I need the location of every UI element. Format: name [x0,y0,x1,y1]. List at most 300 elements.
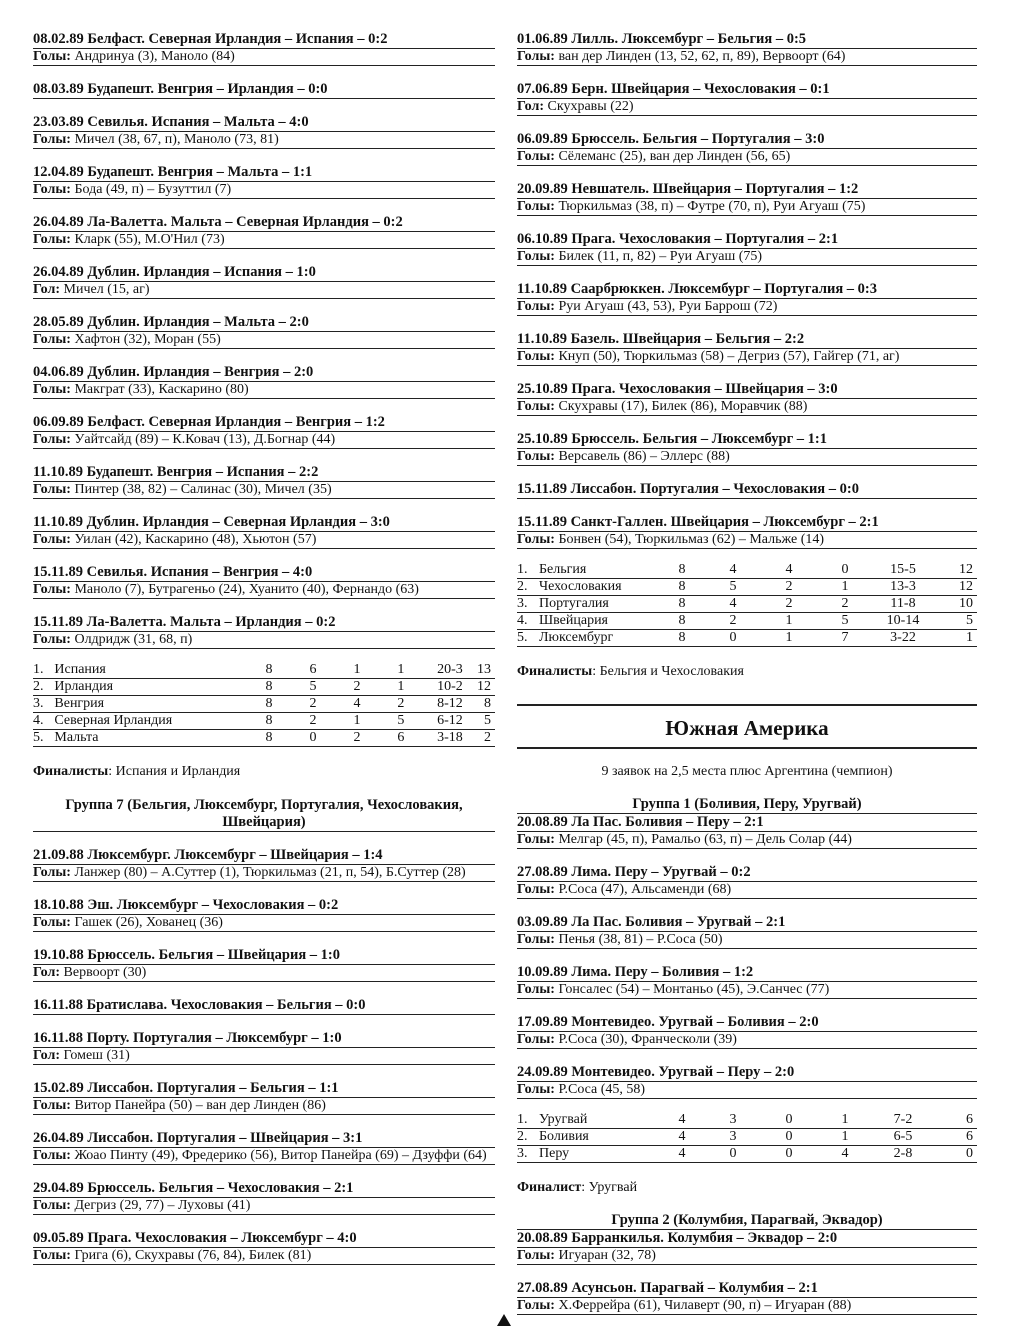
standings-cell: 3. [517,596,539,613]
standings-cell: 2 [291,696,335,713]
match-goals [33,432,495,449]
standings-cell: 8 [477,696,495,713]
match-title: 18.10.88 Эш. Люксембург – Чехословакия – 0:2 [33,897,495,915]
goals-value: Уайтсайд (89) – К.Ковач (13), Д.Богнар (44) [74,432,336,447]
goals-value: Олдридж (31, 68, п) [74,632,193,647]
match-goals [33,1048,495,1065]
match-title: 20.09.89 Невшатель. Швейцария – Португалия – 1:2 [517,181,977,199]
group-6-standings-table [33,662,495,747]
match-title: 15.11.89 Ла-Валетта. Мальта – Ирландия – 0:2 [33,614,495,632]
match-entry [517,131,977,166]
finalists-value: : Бельгия и Чехословакия [592,664,744,679]
match-entry [517,964,977,999]
goals-value: Пинтер (38, 82) – Салинас (30), Мичел (35) [74,482,332,497]
sa-group-1-standings-table [517,1112,977,1163]
standings-cell: 2. [517,579,539,596]
group-7-finalists [517,663,977,680]
standings-cell: 4. [517,613,539,630]
goals-label: Гол: [33,965,61,980]
page-turn-arrow-icon [497,1314,511,1326]
standings-cell: 0 [705,630,761,647]
match-entry [33,464,495,499]
match-title: 03.09.89 Ла Пас. Боливия – Уругвай – 2:1 [517,914,977,932]
goals-value: Макграт (33), Каскарино (80) [74,382,249,397]
sa-group-1-heading: Группа 1 (Боливия, Перу, Уругвай) [517,796,977,814]
match-title: 24.09.89 Монтевидео. Уругвай – Перу – 2:0 [517,1064,977,1082]
standings-cell: 3. [517,1146,539,1163]
standings-row [517,1112,977,1129]
goals-label: Голы: [517,49,555,64]
match-entry [33,997,495,1015]
standings-cell: 12 [477,679,495,696]
goals-value: Гомеш (31) [63,1048,130,1063]
match-goals [517,349,977,366]
goals-value: Андринуа (3), Маноло (84) [74,49,235,64]
group-7-matches [33,847,495,1265]
standings-cell: 1 [335,662,379,679]
match-title: 06.10.89 Прага. Чехословакия – Португалия – 2:1 [517,231,977,249]
match-goals [33,1198,495,1215]
goals-value: ван дер Линден (13, 52, 62, п, 89), Вервоорт (64) [558,49,846,64]
standings-cell: 6 [379,730,423,747]
standings-cell: 6 [291,662,335,679]
standings-cell: 15-5 [873,562,933,579]
goals-label: Голы: [517,349,555,364]
match-entry [33,947,495,982]
goals-label: Голы: [33,182,71,197]
match-title: 26.04.89 Ла-Валетта. Мальта – Северная Ирландия – 0:2 [33,214,495,232]
finalists-label: Финалисты [33,764,109,779]
standings-row [33,679,495,696]
match-entry [517,181,977,216]
standings-row [517,630,977,647]
match-entry [517,431,977,466]
standings-cell: 3-18 [423,730,477,747]
match-goals [517,532,977,549]
match-title: 11.10.89 Будапешт. Венгрия – Испания – 2:2 [33,464,495,482]
goals-label: Голы: [517,532,555,547]
match-goals [517,199,977,216]
goals-value: Дегриз (29, 77) – Луховы (41) [74,1198,251,1213]
match-goals [33,1148,495,1165]
goals-value: Вервоорт (30) [63,965,147,980]
match-title: 25.10.89 Брюссель. Бельгия – Люксембург – 1:1 [517,431,977,449]
team-name: Венгрия [54,696,247,713]
standings-row [517,579,977,596]
standings-cell: 4 [705,562,761,579]
match-title: 16.11.88 Порту. Португалия – Люксембург – 1:0 [33,1030,495,1048]
group-6-matches [33,31,495,649]
goals-label: Голы: [33,132,71,147]
goals-label: Голы: [33,1198,71,1213]
match-entry [33,114,495,149]
goals-label: Голы: [517,1032,555,1047]
standings-row [33,662,495,679]
goals-value: Ланжер (80) – А.Суттер (1), Тюркильмаз (21, п, 54), Б.Суттер (28) [74,865,466,880]
group-7-heading: Группа 7 (Бельгия, Люксембург, Португалия, Чехословакия, Швейцария) [33,797,495,832]
match-entry [33,614,495,649]
standings-cell: 5 [291,679,335,696]
goals-label: Голы: [33,1248,71,1263]
standings-cell: 1 [817,1112,873,1129]
goals-label: Голы: [517,149,555,164]
standings-cell: 1 [761,613,817,630]
goals-label: Голы: [33,1098,71,1113]
match-entry [33,1030,495,1065]
standings-cell: 3 [705,1129,761,1146]
goals-value: Гашек (26), Хованец (36) [74,915,223,930]
standings-row [517,562,977,579]
standings-cell: 11-8 [873,596,933,613]
match-entry [33,514,495,549]
goals-label: Голы: [517,982,555,997]
match-title: 21.09.88 Люксембург. Люксембург – Швейцария – 1:4 [33,847,495,865]
group-7-matches-continued [517,31,977,549]
entries-note: 9 заявок на 2,5 места плюс Аргентина (чемпион) [601,764,893,779]
goals-label: Голы: [517,449,555,464]
team-name: Северная Ирландия [54,713,247,730]
standings-cell: 2. [33,679,54,696]
match-goals [33,382,495,399]
goals-label: Голы: [517,249,555,264]
match-entry [517,514,977,549]
standings-cell: 8-12 [423,696,477,713]
match-goals [33,865,495,882]
match-entry [517,1230,977,1265]
goals-label: Голы: [517,932,555,947]
team-name: Ирландия [54,679,247,696]
goals-label: Голы: [517,1298,555,1313]
goals-label: Голы: [33,382,71,397]
standings-cell: 5 [817,613,873,630]
match-entry [517,281,977,316]
standings-cell: 20-3 [423,662,477,679]
standings-row [517,1129,977,1146]
goals-label: Голы: [517,832,555,847]
standings-cell: 0 [761,1112,817,1129]
standings-cell: 8 [659,579,705,596]
match-title: 16.11.88 Братислава. Чехословакия – Бельгия – 0:0 [33,997,495,1015]
match-title: 11.10.89 Базель. Швейцария – Бельгия – 2:2 [517,331,977,349]
match-goals [33,282,495,299]
goals-value: Сёлеманс (25), ван дер Линден (56, 65) [558,149,791,164]
match-entry [33,847,495,882]
match-entry [33,31,495,66]
standings-cell: 8 [247,696,291,713]
goals-value: Мелгар (45, п), Рамальо (63, п) – Дель Солар (44) [558,832,852,847]
match-title: 20.08.89 Ла Пас. Боливия – Перу – 2:1 [517,814,977,832]
group-7-standings-table [517,562,977,647]
standings-cell: 1 [379,679,423,696]
match-entry [33,314,495,349]
goals-label: Голы: [33,582,71,597]
match-entry [33,264,495,299]
goals-value: Скухравы (22) [547,99,634,114]
team-name: Испания [54,662,247,679]
goals-label: Гол: [33,1048,61,1063]
standings-cell: 1. [33,662,54,679]
match-title: 23.03.89 Севилья. Испания – Мальта – 4:0 [33,114,495,132]
match-entry [33,81,495,99]
match-goals [517,1032,977,1049]
match-title: 15.11.89 Севилья. Испания – Венгрия – 4:0 [33,564,495,582]
match-entry [33,1230,495,1265]
goals-value: Гонсалес (54) – Монтаньо (45), Э.Санчес (77) [558,982,830,997]
goals-value: Версавель (86) – Эллерс (88) [558,449,730,464]
match-title: 11.10.89 Саарбрюккен. Люксембург – Португалия – 0:3 [517,281,977,299]
finalists-label: Финалисты [517,664,593,679]
match-goals [517,299,977,316]
goals-label: Голы: [517,1082,555,1097]
goals-label: Голы: [517,1248,555,1263]
goals-label: Голы: [33,332,71,347]
match-title: 06.09.89 Брюссель. Бельгия – Португалия – 3:0 [517,131,977,149]
match-entry [517,864,977,899]
team-name: Люксембург [539,630,659,647]
match-entry [33,1130,495,1165]
match-title: 15.11.89 Санкт-Галлен. Швейцария – Люксембург – 2:1 [517,514,977,532]
standings-cell: 0 [933,1146,977,1163]
goals-label: Голы: [517,199,555,214]
standings-cell: 12 [933,579,977,596]
standings-cell: 2 [761,579,817,596]
standings-cell: 2 [291,713,335,730]
match-title: 09.05.89 Прага. Чехословакия – Люксембург – 4:0 [33,1230,495,1248]
match-title: 28.05.89 Дублин. Ирландия – Мальта – 2:0 [33,314,495,332]
match-goals [33,49,495,66]
standings-cell: 10 [933,596,977,613]
match-title: 06.09.89 Белфаст. Северная Ирландия – Венгрия – 1:2 [33,414,495,432]
match-entry [517,481,977,499]
match-entry [517,1064,977,1099]
goals-value: Мичел (38, 67, п), Маноло (73, 81) [74,132,279,147]
standings-cell: 7 [817,630,873,647]
match-title: 12.04.89 Будапешт. Венгрия – Мальта – 1:1 [33,164,495,182]
match-goals [517,982,977,999]
standings-cell: 0 [291,730,335,747]
standings-cell: 2 [335,679,379,696]
match-entry [33,364,495,399]
match-title: 19.10.88 Брюссель. Бельгия – Швейцария – 1:0 [33,947,495,965]
goals-value: Р.Соса (47), Альсаменди (68) [558,882,732,897]
standings-cell: 8 [659,596,705,613]
team-name: Швейцария [539,613,659,630]
team-name: Боливия [539,1129,659,1146]
standings-cell: 4 [761,562,817,579]
match-title: 10.09.89 Лима. Перу – Боливия – 1:2 [517,964,977,982]
team-name: Бельгия [539,562,659,579]
goals-value: Маноло (7), Бутрагеньо (24), Хуанито (40), Фернандо (63) [74,582,419,597]
goals-value: Витор Панейра (50) – ван дер Линден (86) [74,1098,326,1113]
finalist-label: Финалист [517,1180,582,1195]
goals-label: Гол: [33,282,61,297]
goals-value: Кнуп (50), Тюркильмаз (58) – Дегриз (57), Гайгер (71, аг) [558,349,900,364]
team-name: Чехословакия [539,579,659,596]
standings-row [33,696,495,713]
match-title: 20.08.89 Барранкилья. Колумбия – Эквадор – 2:0 [517,1230,977,1248]
standings-cell: 6 [933,1129,977,1146]
standings-cell: 8 [659,630,705,647]
standings-cell: 6 [933,1112,977,1129]
sa-group-2-matches [517,1230,977,1315]
standings-cell: 0 [705,1146,761,1163]
standings-cell: 4 [659,1146,705,1163]
south-america-section-header [517,704,977,749]
standings-cell: 8 [247,713,291,730]
goals-label: Голы: [517,299,555,314]
standings-cell: 8 [659,613,705,630]
goals-value: Хафтон (32), Моран (55) [74,332,221,347]
standings-cell: 2 [477,730,495,747]
match-title: 04.06.89 Дублин. Ирландия – Венгрия – 2:0 [33,364,495,382]
match-entry [517,1280,977,1315]
sa-group-1-matches [517,814,977,1099]
goals-value: Кларк (55), М.О'Нил (73) [74,232,225,247]
standings-cell: 8 [659,562,705,579]
goals-label: Голы: [33,632,71,647]
match-entry [33,897,495,932]
match-title: 29.04.89 Брюссель. Бельгия – Чехословакия – 2:1 [33,1180,495,1198]
goals-label: Голы: [33,532,71,547]
match-entry [517,31,977,66]
goals-label: Голы: [33,1148,71,1163]
match-title: 01.06.89 Лилль. Люксембург – Бельгия – 0:5 [517,31,977,49]
sa-group-2-heading: Группа 2 (Колумбия, Парагвай, Эквадор) [517,1212,977,1230]
standings-cell: 2-8 [873,1146,933,1163]
match-title: 26.04.89 Дублин. Ирландия – Испания – 1:0 [33,264,495,282]
goals-label: Голы: [33,915,71,930]
match-goals [33,1248,495,1265]
match-entry [517,231,977,266]
goals-value: Бонвен (54), Тюркильмаз (62) – Мальже (14) [558,532,825,547]
standings-cell: 0 [761,1129,817,1146]
standings-cell: 1 [817,579,873,596]
match-entry [517,381,977,416]
match-entry [33,1180,495,1215]
goals-label: Гол: [517,99,545,114]
match-entry [33,564,495,599]
match-goals [517,399,977,416]
standings-cell: 7-2 [873,1112,933,1129]
standings-cell: 4 [335,696,379,713]
match-goals [517,49,977,66]
match-goals [33,332,495,349]
match-goals [33,582,495,599]
standings-cell: 4 [817,1146,873,1163]
standings-cell: 6-12 [423,713,477,730]
match-goals [33,965,495,982]
standings-cell: 8 [247,730,291,747]
standings-cell: 5 [933,613,977,630]
standings-cell: 1 [335,713,379,730]
goals-label: Голы: [33,432,71,447]
finalists-value: : Испания и Ирландия [108,764,241,779]
goals-value: Игуаран (32, 78) [558,1248,656,1263]
standings-cell: 1. [517,1112,539,1129]
match-goals [33,132,495,149]
standings-cell: 0 [761,1146,817,1163]
standings-cell: 2 [335,730,379,747]
standings-row [517,613,977,630]
goals-value: Тюркильмаз (38, п) – Футре (70, п), Руи Агуаш (75) [558,199,866,214]
goals-value: Скухравы (17), Билек (86), Моравчик (88) [558,399,808,414]
standings-cell: 1 [761,630,817,647]
match-title: 25.10.89 Прага. Чехословакия – Швейцария – 3:0 [517,381,977,399]
goals-label: Голы: [33,49,71,64]
standings-row [517,596,977,613]
team-name: Перу [539,1146,659,1163]
match-goals [517,249,977,266]
standings-cell: 4 [659,1129,705,1146]
standings-cell: 0 [817,562,873,579]
standings-row [33,713,495,730]
standings-cell: 2 [817,596,873,613]
left-column [33,31,495,1265]
match-entry [33,214,495,249]
standings-cell: 4. [33,713,54,730]
match-goals [517,932,977,949]
goals-value: Пенья (38, 81) – Р.Соса (50) [558,932,723,947]
standings-cell: 8 [247,679,291,696]
standings-cell: 1 [933,630,977,647]
match-goals [33,915,495,932]
match-goals [33,632,495,649]
goals-label: Голы: [517,882,555,897]
goals-value: Р.Соса (30), Франческоли (39) [558,1032,737,1047]
match-goals [517,832,977,849]
match-title: 27.08.89 Асунсьон. Парагвай – Колумбия – 2:1 [517,1280,977,1298]
match-goals [517,1082,977,1099]
right-column [517,31,977,1315]
goals-value: Р.Соса (45, 58) [558,1082,646,1097]
match-entry [517,81,977,116]
match-entry [33,414,495,449]
finalist-value: : Уругвай [581,1180,638,1195]
team-name: Португалия [539,596,659,613]
match-goals [517,99,977,116]
match-goals [33,1098,495,1115]
standings-cell: 5 [705,579,761,596]
match-goals [517,882,977,899]
goals-value: Билек (11, п, 82) – Руи Агуаш (75) [558,249,763,264]
match-entry [517,331,977,366]
match-goals [517,1298,977,1315]
standings-cell: 3. [33,696,54,713]
goals-label: Голы: [517,399,555,414]
match-title: 27.08.89 Лима. Перу – Уругвай – 0:2 [517,864,977,882]
standings-cell: 10-14 [873,613,933,630]
match-goals [517,149,977,166]
standings-cell: 1. [517,562,539,579]
match-entry [517,1014,977,1049]
standings-cell: 12 [933,562,977,579]
match-entry [517,914,977,949]
standings-cell: 5. [517,630,539,647]
standings-cell: 3 [705,1112,761,1129]
goals-value: Мичел (15, аг) [63,282,150,297]
group-6-finalists [33,763,495,780]
standings-cell: 4 [659,1112,705,1129]
standings-cell: 1 [379,662,423,679]
match-goals [517,449,977,466]
match-title: 08.03.89 Будапешт. Венгрия – Ирландия – 0:0 [33,81,495,99]
goals-value: Бода (49, п) – Бузуттил (7) [74,182,232,197]
match-goals [33,532,495,549]
standings-cell: 1 [817,1129,873,1146]
match-goals [517,1248,977,1265]
goals-value: Руи Агуаш (43, 53), Руи Баррош (72) [558,299,778,314]
standings-cell: 4 [705,596,761,613]
